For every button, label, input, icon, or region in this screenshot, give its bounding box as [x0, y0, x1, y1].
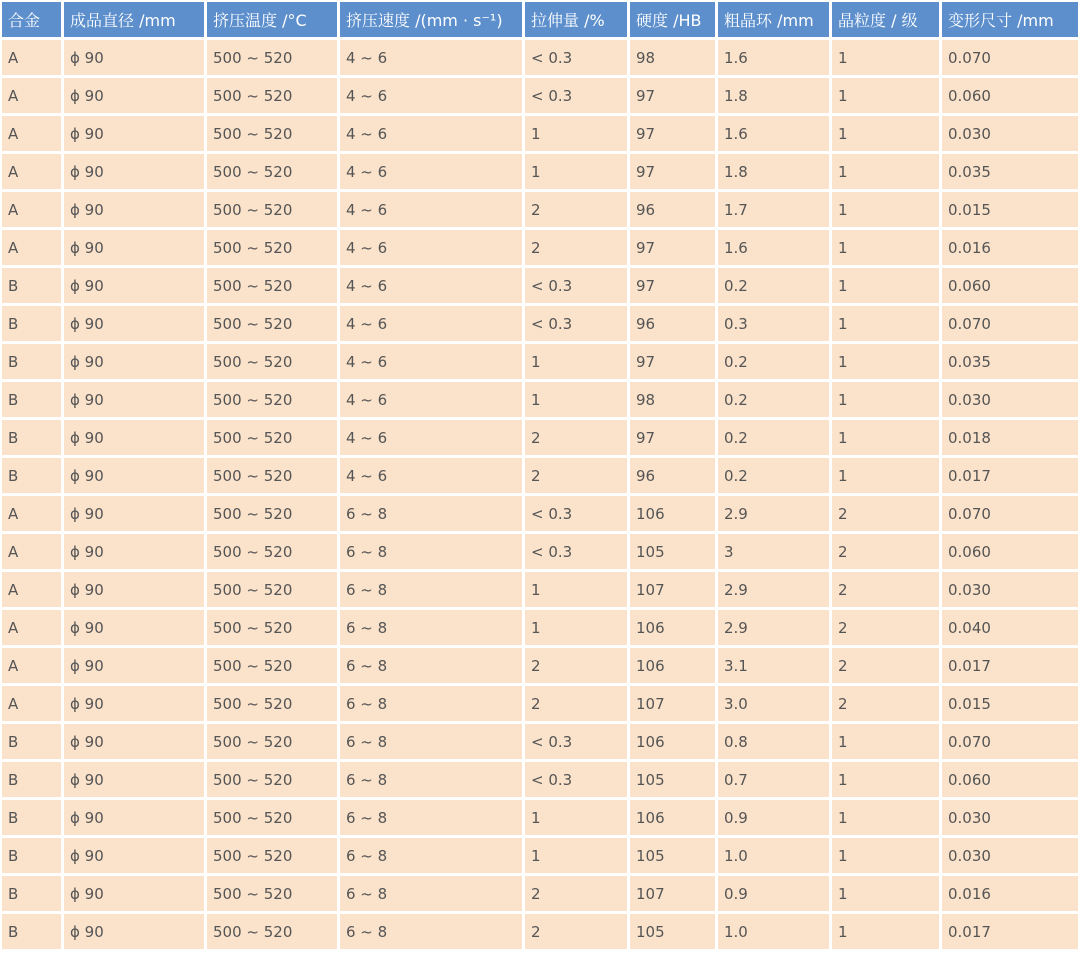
cell-diameter: ϕ 90 — [64, 382, 204, 417]
cell-hardness: 106 — [630, 800, 715, 835]
cell-deformation: 0.070 — [942, 496, 1078, 531]
cell-alloy: A — [2, 610, 61, 645]
cell-diameter: ϕ 90 — [64, 572, 204, 607]
cell-deformation: 0.030 — [942, 800, 1078, 835]
table-row — [2, 230, 1078, 265]
cell-grain-size: 1 — [832, 344, 939, 379]
cell-stretch: < 0.3 — [525, 724, 627, 759]
cell-temperature: 500 ~ 520 — [207, 78, 337, 113]
cell-speed: 4 ~ 6 — [340, 78, 522, 113]
cell-alloy: A — [2, 116, 61, 151]
cell-diameter: ϕ 90 — [64, 78, 204, 113]
cell-temperature: 500 ~ 520 — [207, 306, 337, 341]
cell-coarse-ring: 0.2 — [718, 344, 829, 379]
cell-hardness: 97 — [630, 78, 715, 113]
cell-hardness: 106 — [630, 610, 715, 645]
cell-hardness: 105 — [630, 914, 715, 949]
header-hardness: 硬度 /HB — [630, 2, 715, 37]
cell-grain-size: 1 — [832, 154, 939, 189]
cell-coarse-ring: 3.0 — [718, 686, 829, 721]
cell-alloy: B — [2, 268, 61, 303]
cell-grain-size: 1 — [832, 116, 939, 151]
cell-stretch: < 0.3 — [525, 78, 627, 113]
table-row — [2, 648, 1078, 683]
cell-stretch: 2 — [525, 648, 627, 683]
cell-speed: 6 ~ 8 — [340, 610, 522, 645]
cell-stretch: 2 — [525, 876, 627, 911]
cell-deformation: 0.060 — [942, 534, 1078, 569]
cell-diameter: ϕ 90 — [64, 496, 204, 531]
cell-hardness: 106 — [630, 496, 715, 531]
cell-diameter: ϕ 90 — [64, 420, 204, 455]
cell-deformation: 0.070 — [942, 40, 1078, 75]
cell-diameter: ϕ 90 — [64, 192, 204, 227]
cell-hardness: 98 — [630, 382, 715, 417]
cell-diameter: ϕ 90 — [64, 344, 204, 379]
cell-coarse-ring: 3.1 — [718, 648, 829, 683]
cell-grain-size: 1 — [832, 762, 939, 797]
cell-alloy: B — [2, 344, 61, 379]
cell-hardness: 97 — [630, 230, 715, 265]
header-deformation: 变形尺寸 /mm — [942, 2, 1078, 37]
cell-grain-size: 1 — [832, 40, 939, 75]
cell-alloy: A — [2, 534, 61, 569]
cell-hardness: 96 — [630, 306, 715, 341]
cell-coarse-ring: 0.3 — [718, 306, 829, 341]
table-row — [2, 572, 1078, 607]
cell-deformation: 0.030 — [942, 382, 1078, 417]
cell-stretch: 2 — [525, 192, 627, 227]
cell-diameter: ϕ 90 — [64, 230, 204, 265]
cell-temperature: 500 ~ 520 — [207, 192, 337, 227]
cell-hardness: 107 — [630, 876, 715, 911]
cell-temperature: 500 ~ 520 — [207, 648, 337, 683]
table-row — [2, 116, 1078, 151]
cell-coarse-ring: 1.7 — [718, 192, 829, 227]
cell-alloy: B — [2, 306, 61, 341]
cell-deformation: 0.035 — [942, 344, 1078, 379]
cell-deformation: 0.016 — [942, 876, 1078, 911]
table-row — [2, 382, 1078, 417]
cell-coarse-ring: 1.6 — [718, 116, 829, 151]
cell-temperature: 500 ~ 520 — [207, 268, 337, 303]
cell-diameter: ϕ 90 — [64, 686, 204, 721]
cell-temperature: 500 ~ 520 — [207, 382, 337, 417]
cell-stretch: 1 — [525, 116, 627, 151]
table-row — [2, 914, 1078, 949]
cell-stretch: < 0.3 — [525, 534, 627, 569]
table-row — [2, 420, 1078, 455]
cell-deformation: 0.035 — [942, 154, 1078, 189]
cell-speed: 4 ~ 6 — [340, 192, 522, 227]
cell-alloy: A — [2, 496, 61, 531]
cell-hardness: 105 — [630, 534, 715, 569]
cell-speed: 4 ~ 6 — [340, 306, 522, 341]
cell-hardness: 107 — [630, 572, 715, 607]
cell-speed: 4 ~ 6 — [340, 154, 522, 189]
table-row — [2, 534, 1078, 569]
cell-diameter: ϕ 90 — [64, 648, 204, 683]
cell-diameter: ϕ 90 — [64, 306, 204, 341]
cell-hardness: 106 — [630, 648, 715, 683]
cell-stretch: 2 — [525, 686, 627, 721]
cell-diameter: ϕ 90 — [64, 610, 204, 645]
cell-deformation: 0.070 — [942, 306, 1078, 341]
cell-alloy: B — [2, 838, 61, 873]
cell-stretch: < 0.3 — [525, 762, 627, 797]
cell-stretch: < 0.3 — [525, 268, 627, 303]
header-speed: 挤压速度 /(mm · s⁻¹) — [340, 2, 522, 37]
cell-temperature: 500 ~ 520 — [207, 344, 337, 379]
cell-speed: 6 ~ 8 — [340, 648, 522, 683]
cell-alloy: B — [2, 458, 61, 493]
cell-stretch: 1 — [525, 154, 627, 189]
table-row — [2, 458, 1078, 493]
cell-diameter: ϕ 90 — [64, 154, 204, 189]
cell-speed: 6 ~ 8 — [340, 572, 522, 607]
cell-coarse-ring: 1.6 — [718, 230, 829, 265]
table-row — [2, 838, 1078, 873]
cell-grain-size: 2 — [832, 534, 939, 569]
cell-diameter: ϕ 90 — [64, 268, 204, 303]
cell-speed: 4 ~ 6 — [340, 268, 522, 303]
cell-speed: 6 ~ 8 — [340, 534, 522, 569]
cell-coarse-ring: 0.2 — [718, 382, 829, 417]
cell-diameter: ϕ 90 — [64, 876, 204, 911]
cell-diameter: ϕ 90 — [64, 116, 204, 151]
header-diameter: 成品直径 /mm — [64, 2, 204, 37]
cell-stretch: < 0.3 — [525, 496, 627, 531]
table-row — [2, 344, 1078, 379]
table-row — [2, 762, 1078, 797]
cell-stretch: 1 — [525, 800, 627, 835]
cell-temperature: 500 ~ 520 — [207, 154, 337, 189]
cell-alloy: A — [2, 40, 61, 75]
cell-speed: 6 ~ 8 — [340, 876, 522, 911]
cell-deformation: 0.016 — [942, 230, 1078, 265]
table-row — [2, 876, 1078, 911]
cell-temperature: 500 ~ 520 — [207, 572, 337, 607]
cell-alloy: A — [2, 154, 61, 189]
cell-alloy: A — [2, 648, 61, 683]
table-row — [2, 306, 1078, 341]
cell-hardness: 97 — [630, 154, 715, 189]
cell-alloy: B — [2, 420, 61, 455]
cell-temperature: 500 ~ 520 — [207, 838, 337, 873]
cell-deformation: 0.070 — [942, 724, 1078, 759]
table-row — [2, 78, 1078, 113]
cell-diameter: ϕ 90 — [64, 724, 204, 759]
cell-stretch: 1 — [525, 382, 627, 417]
cell-stretch: 2 — [525, 230, 627, 265]
cell-temperature: 500 ~ 520 — [207, 534, 337, 569]
cell-grain-size: 2 — [832, 686, 939, 721]
cell-diameter: ϕ 90 — [64, 838, 204, 873]
cell-coarse-ring: 0.2 — [718, 420, 829, 455]
cell-deformation: 0.060 — [942, 762, 1078, 797]
header-coarse-ring: 粗晶环 /mm — [718, 2, 829, 37]
cell-speed: 6 ~ 8 — [340, 724, 522, 759]
cell-hardness: 97 — [630, 344, 715, 379]
cell-stretch: 1 — [525, 572, 627, 607]
cell-alloy: A — [2, 686, 61, 721]
cell-coarse-ring: 1.6 — [718, 40, 829, 75]
cell-grain-size: 2 — [832, 610, 939, 645]
table-row — [2, 724, 1078, 759]
cell-coarse-ring: 0.9 — [718, 800, 829, 835]
cell-coarse-ring: 1.0 — [718, 914, 829, 949]
cell-hardness: 97 — [630, 420, 715, 455]
cell-speed: 4 ~ 6 — [340, 40, 522, 75]
cell-temperature: 500 ~ 520 — [207, 496, 337, 531]
cell-diameter: ϕ 90 — [64, 800, 204, 835]
cell-temperature: 500 ~ 520 — [207, 40, 337, 75]
cell-diameter: ϕ 90 — [64, 534, 204, 569]
cell-speed: 6 ~ 8 — [340, 914, 522, 949]
cell-grain-size: 1 — [832, 838, 939, 873]
cell-grain-size: 1 — [832, 876, 939, 911]
cell-deformation: 0.018 — [942, 420, 1078, 455]
cell-grain-size: 2 — [832, 572, 939, 607]
cell-speed: 6 ~ 8 — [340, 762, 522, 797]
table-row — [2, 800, 1078, 835]
cell-speed: 4 ~ 6 — [340, 116, 522, 151]
cell-stretch: 2 — [525, 458, 627, 493]
cell-temperature: 500 ~ 520 — [207, 686, 337, 721]
cell-grain-size: 1 — [832, 420, 939, 455]
cell-temperature: 500 ~ 520 — [207, 724, 337, 759]
header-stretch: 拉伸量 /% — [525, 2, 627, 37]
cell-grain-size: 1 — [832, 724, 939, 759]
cell-grain-size: 1 — [832, 192, 939, 227]
cell-hardness: 105 — [630, 762, 715, 797]
header-grain-size: 晶粒度 / 级 — [832, 2, 939, 37]
cell-hardness: 106 — [630, 724, 715, 759]
cell-stretch: 2 — [525, 914, 627, 949]
cell-grain-size: 1 — [832, 230, 939, 265]
cell-temperature: 500 ~ 520 — [207, 458, 337, 493]
table-row — [2, 154, 1078, 189]
cell-hardness: 107 — [630, 686, 715, 721]
cell-coarse-ring: 0.7 — [718, 762, 829, 797]
cell-speed: 4 ~ 6 — [340, 230, 522, 265]
cell-speed: 4 ~ 6 — [340, 344, 522, 379]
cell-deformation: 0.030 — [942, 572, 1078, 607]
cell-stretch: 2 — [525, 420, 627, 455]
cell-coarse-ring: 2.9 — [718, 572, 829, 607]
cell-coarse-ring: 2.9 — [718, 610, 829, 645]
cell-diameter: ϕ 90 — [64, 762, 204, 797]
cell-deformation: 0.060 — [942, 268, 1078, 303]
cell-speed: 4 ~ 6 — [340, 382, 522, 417]
cell-grain-size: 2 — [832, 648, 939, 683]
header-alloy: 合金 — [2, 2, 61, 37]
cell-grain-size: 1 — [832, 78, 939, 113]
table-row — [2, 610, 1078, 645]
cell-coarse-ring: 0.2 — [718, 458, 829, 493]
table-row — [2, 686, 1078, 721]
cell-alloy: B — [2, 762, 61, 797]
cell-deformation: 0.015 — [942, 192, 1078, 227]
cell-alloy: B — [2, 914, 61, 949]
cell-grain-size: 1 — [832, 458, 939, 493]
cell-diameter: ϕ 90 — [64, 458, 204, 493]
cell-deformation: 0.040 — [942, 610, 1078, 645]
cell-temperature: 500 ~ 520 — [207, 800, 337, 835]
cell-coarse-ring: 0.2 — [718, 268, 829, 303]
cell-grain-size: 1 — [832, 914, 939, 949]
cell-grain-size: 1 — [832, 382, 939, 417]
cell-coarse-ring: 1.8 — [718, 154, 829, 189]
cell-deformation: 0.017 — [942, 648, 1078, 683]
cell-grain-size: 1 — [832, 800, 939, 835]
cell-stretch: < 0.3 — [525, 40, 627, 75]
cell-alloy: A — [2, 192, 61, 227]
cell-alloy: B — [2, 876, 61, 911]
cell-temperature: 500 ~ 520 — [207, 876, 337, 911]
cell-coarse-ring: 0.9 — [718, 876, 829, 911]
cell-temperature: 500 ~ 520 — [207, 914, 337, 949]
table-row — [2, 268, 1078, 303]
cell-temperature: 500 ~ 520 — [207, 230, 337, 265]
cell-alloy: B — [2, 800, 61, 835]
table-body — [2, 40, 1078, 949]
cell-speed: 6 ~ 8 — [340, 686, 522, 721]
cell-alloy: B — [2, 382, 61, 417]
cell-deformation: 0.030 — [942, 838, 1078, 873]
cell-coarse-ring: 1.0 — [718, 838, 829, 873]
cell-grain-size: 2 — [832, 496, 939, 531]
cell-alloy: B — [2, 724, 61, 759]
header-temperature: 挤压温度 /°C — [207, 2, 337, 37]
table-row — [2, 40, 1078, 75]
cell-alloy: A — [2, 572, 61, 607]
header-row — [2, 2, 1078, 37]
table-row — [2, 496, 1078, 531]
cell-deformation: 0.060 — [942, 78, 1078, 113]
cell-speed: 6 ~ 8 — [340, 800, 522, 835]
cell-temperature: 500 ~ 520 — [207, 116, 337, 151]
cell-hardness: 97 — [630, 116, 715, 151]
cell-coarse-ring: 1.8 — [718, 78, 829, 113]
cell-alloy: A — [2, 230, 61, 265]
cell-coarse-ring: 2.9 — [718, 496, 829, 531]
cell-coarse-ring: 3 — [718, 534, 829, 569]
table-row — [2, 192, 1078, 227]
cell-diameter: ϕ 90 — [64, 40, 204, 75]
cell-speed: 4 ~ 6 — [340, 420, 522, 455]
cell-stretch: < 0.3 — [525, 306, 627, 341]
cell-speed: 6 ~ 8 — [340, 838, 522, 873]
cell-grain-size: 1 — [832, 268, 939, 303]
cell-hardness: 97 — [630, 268, 715, 303]
cell-temperature: 500 ~ 520 — [207, 762, 337, 797]
cell-coarse-ring: 0.8 — [718, 724, 829, 759]
cell-stretch: 1 — [525, 344, 627, 379]
cell-hardness: 105 — [630, 838, 715, 873]
cell-speed: 6 ~ 8 — [340, 496, 522, 531]
cell-diameter: ϕ 90 — [64, 914, 204, 949]
cell-hardness: 96 — [630, 192, 715, 227]
cell-deformation: 0.015 — [942, 686, 1078, 721]
cell-hardness: 96 — [630, 458, 715, 493]
cell-stretch: 1 — [525, 838, 627, 873]
cell-temperature: 500 ~ 520 — [207, 610, 337, 645]
cell-deformation: 0.017 — [942, 458, 1078, 493]
cell-grain-size: 1 — [832, 306, 939, 341]
cell-speed: 4 ~ 6 — [340, 458, 522, 493]
cell-deformation: 0.030 — [942, 116, 1078, 151]
cell-deformation: 0.017 — [942, 914, 1078, 949]
cell-temperature: 500 ~ 520 — [207, 420, 337, 455]
cell-alloy: A — [2, 78, 61, 113]
cell-stretch: 1 — [525, 610, 627, 645]
cell-hardness: 98 — [630, 40, 715, 75]
